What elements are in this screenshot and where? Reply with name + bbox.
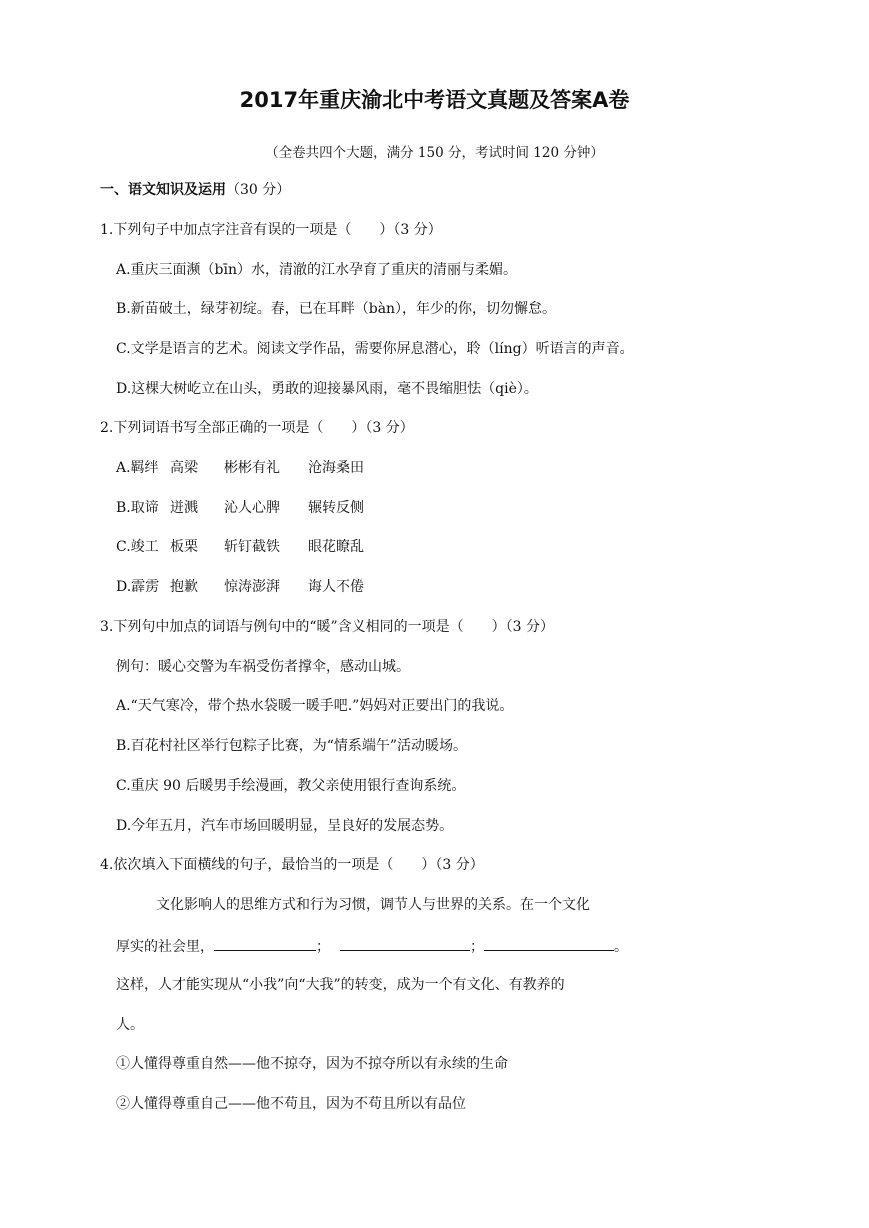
word: 板栗 — [170, 539, 198, 555]
section-label: 一、语文知识及运用 — [100, 182, 226, 198]
question-2-stem: 2.下列词语书写全部正确的一项是（ ）（3 分） — [100, 420, 414, 436]
question-3-option-d: D.今年五月，汽车市场回暖明显，呈良好的发展态势。 — [116, 818, 454, 834]
word: 抱歉 — [170, 579, 198, 595]
answer-blank-2 — [340, 935, 470, 951]
passage-end: 。 — [614, 939, 628, 955]
word: 彬彬有礼 — [224, 460, 280, 476]
question-3-option-a: A.“天气寒冷，带个热水袋暖一暖手吧.”妈妈对正要出门的我说。 — [116, 698, 514, 714]
answer-blank-1 — [214, 935, 316, 951]
word: 辗转反侧 — [308, 500, 364, 516]
question-2-option-b — [116, 498, 364, 518]
word: 迸溅 — [170, 500, 198, 516]
question-4-passage-line: 这样，人才能实现从“小我”向“大我”的转变，成为一个有文化、有教养的 — [116, 977, 565, 993]
word: 惊涛澎湃 — [224, 579, 280, 595]
word: B.取谛 — [116, 500, 159, 516]
question-3-option-c: C.重庆 90 后暖男手绘漫画，教父亲使用银行查询系统。 — [116, 778, 466, 794]
question-1-stem: 1.下列句子中加点字注音有误的一项是（ ）（3 分） — [100, 222, 442, 238]
question-2-option-a — [116, 458, 364, 478]
blank-separator: ； — [470, 939, 484, 955]
question-1-option-b: B.新苗破土，绿芽初绽。春，已在耳畔（bàn），年少的你，切勿懈怠。 — [116, 301, 557, 317]
blank-separator: ； — [316, 939, 330, 955]
passage-text: 厚实的社会里， — [116, 939, 214, 955]
page-title: 2017年重庆渝北中考语文真题及答案A卷 — [239, 88, 630, 112]
question-4-passage-blanks — [116, 935, 628, 957]
question-3-option-b: B.百花村社区举行包粽子比赛，为“情系端午”活动暖场。 — [116, 738, 468, 754]
question-3-example: 例句：暖心交警为车祸受伤者撑伞，感动山城。 — [116, 659, 410, 675]
question-4-item-1: ①人懂得尊重自然——他不掠夺，因为不掠夺所以有永续的生命 — [116, 1056, 508, 1072]
word: 眼花瞭乱 — [308, 539, 364, 555]
question-4-passage-line: 文化影响人的思维方式和行为习惯，调节人与世界的关系。在一个文化 — [156, 897, 590, 913]
word: 斩钉截铁 — [224, 539, 280, 555]
word: 沁人心脾 — [224, 500, 280, 516]
question-3-stem: 3.下列句中加点的词语与例句中的“暖”含义相同的一项是（ ）（3 分） — [100, 619, 555, 635]
word: A.羁绊 — [116, 460, 159, 476]
word: 高梁 — [170, 460, 198, 476]
question-4-stem: 4.依次填入下面横线的句子，最恰当的一项是（ ）（3 分） — [100, 857, 484, 873]
question-1-option-c: C.文学是语言的艺术。阅读文学作品，需要你屏息潜心，聆（líng）听语言的声音。 — [116, 341, 634, 357]
word: 诲人不倦 — [308, 579, 364, 595]
section-score: （30 分） — [226, 182, 291, 198]
word: 沧海桑田 — [308, 460, 364, 476]
section-heading — [100, 180, 290, 200]
question-2-option-d — [116, 577, 364, 597]
word: C.竣工 — [116, 539, 159, 555]
question-1-option-a: A.重庆三面濒（bīn）水，清澈的江水孕育了重庆的清丽与柔媚。 — [116, 262, 518, 278]
question-2-option-c — [116, 537, 364, 557]
exam-info: （全卷共四个大题，满分 150 分，考试时间 120 分钟） — [265, 145, 604, 161]
question-4-passage-line: 人。 — [116, 1017, 144, 1033]
question-4-item-2: ②人懂得尊重自己——他不苟且，因为不苟且所以有品位 — [116, 1096, 466, 1112]
answer-blank-3 — [484, 935, 614, 951]
word: D.霹雳 — [116, 579, 160, 595]
question-1-option-d: D.这棵大树屹立在山头，勇敢的迎接暴风雨，毫不畏缩胆怯（qiè）。 — [116, 381, 538, 397]
